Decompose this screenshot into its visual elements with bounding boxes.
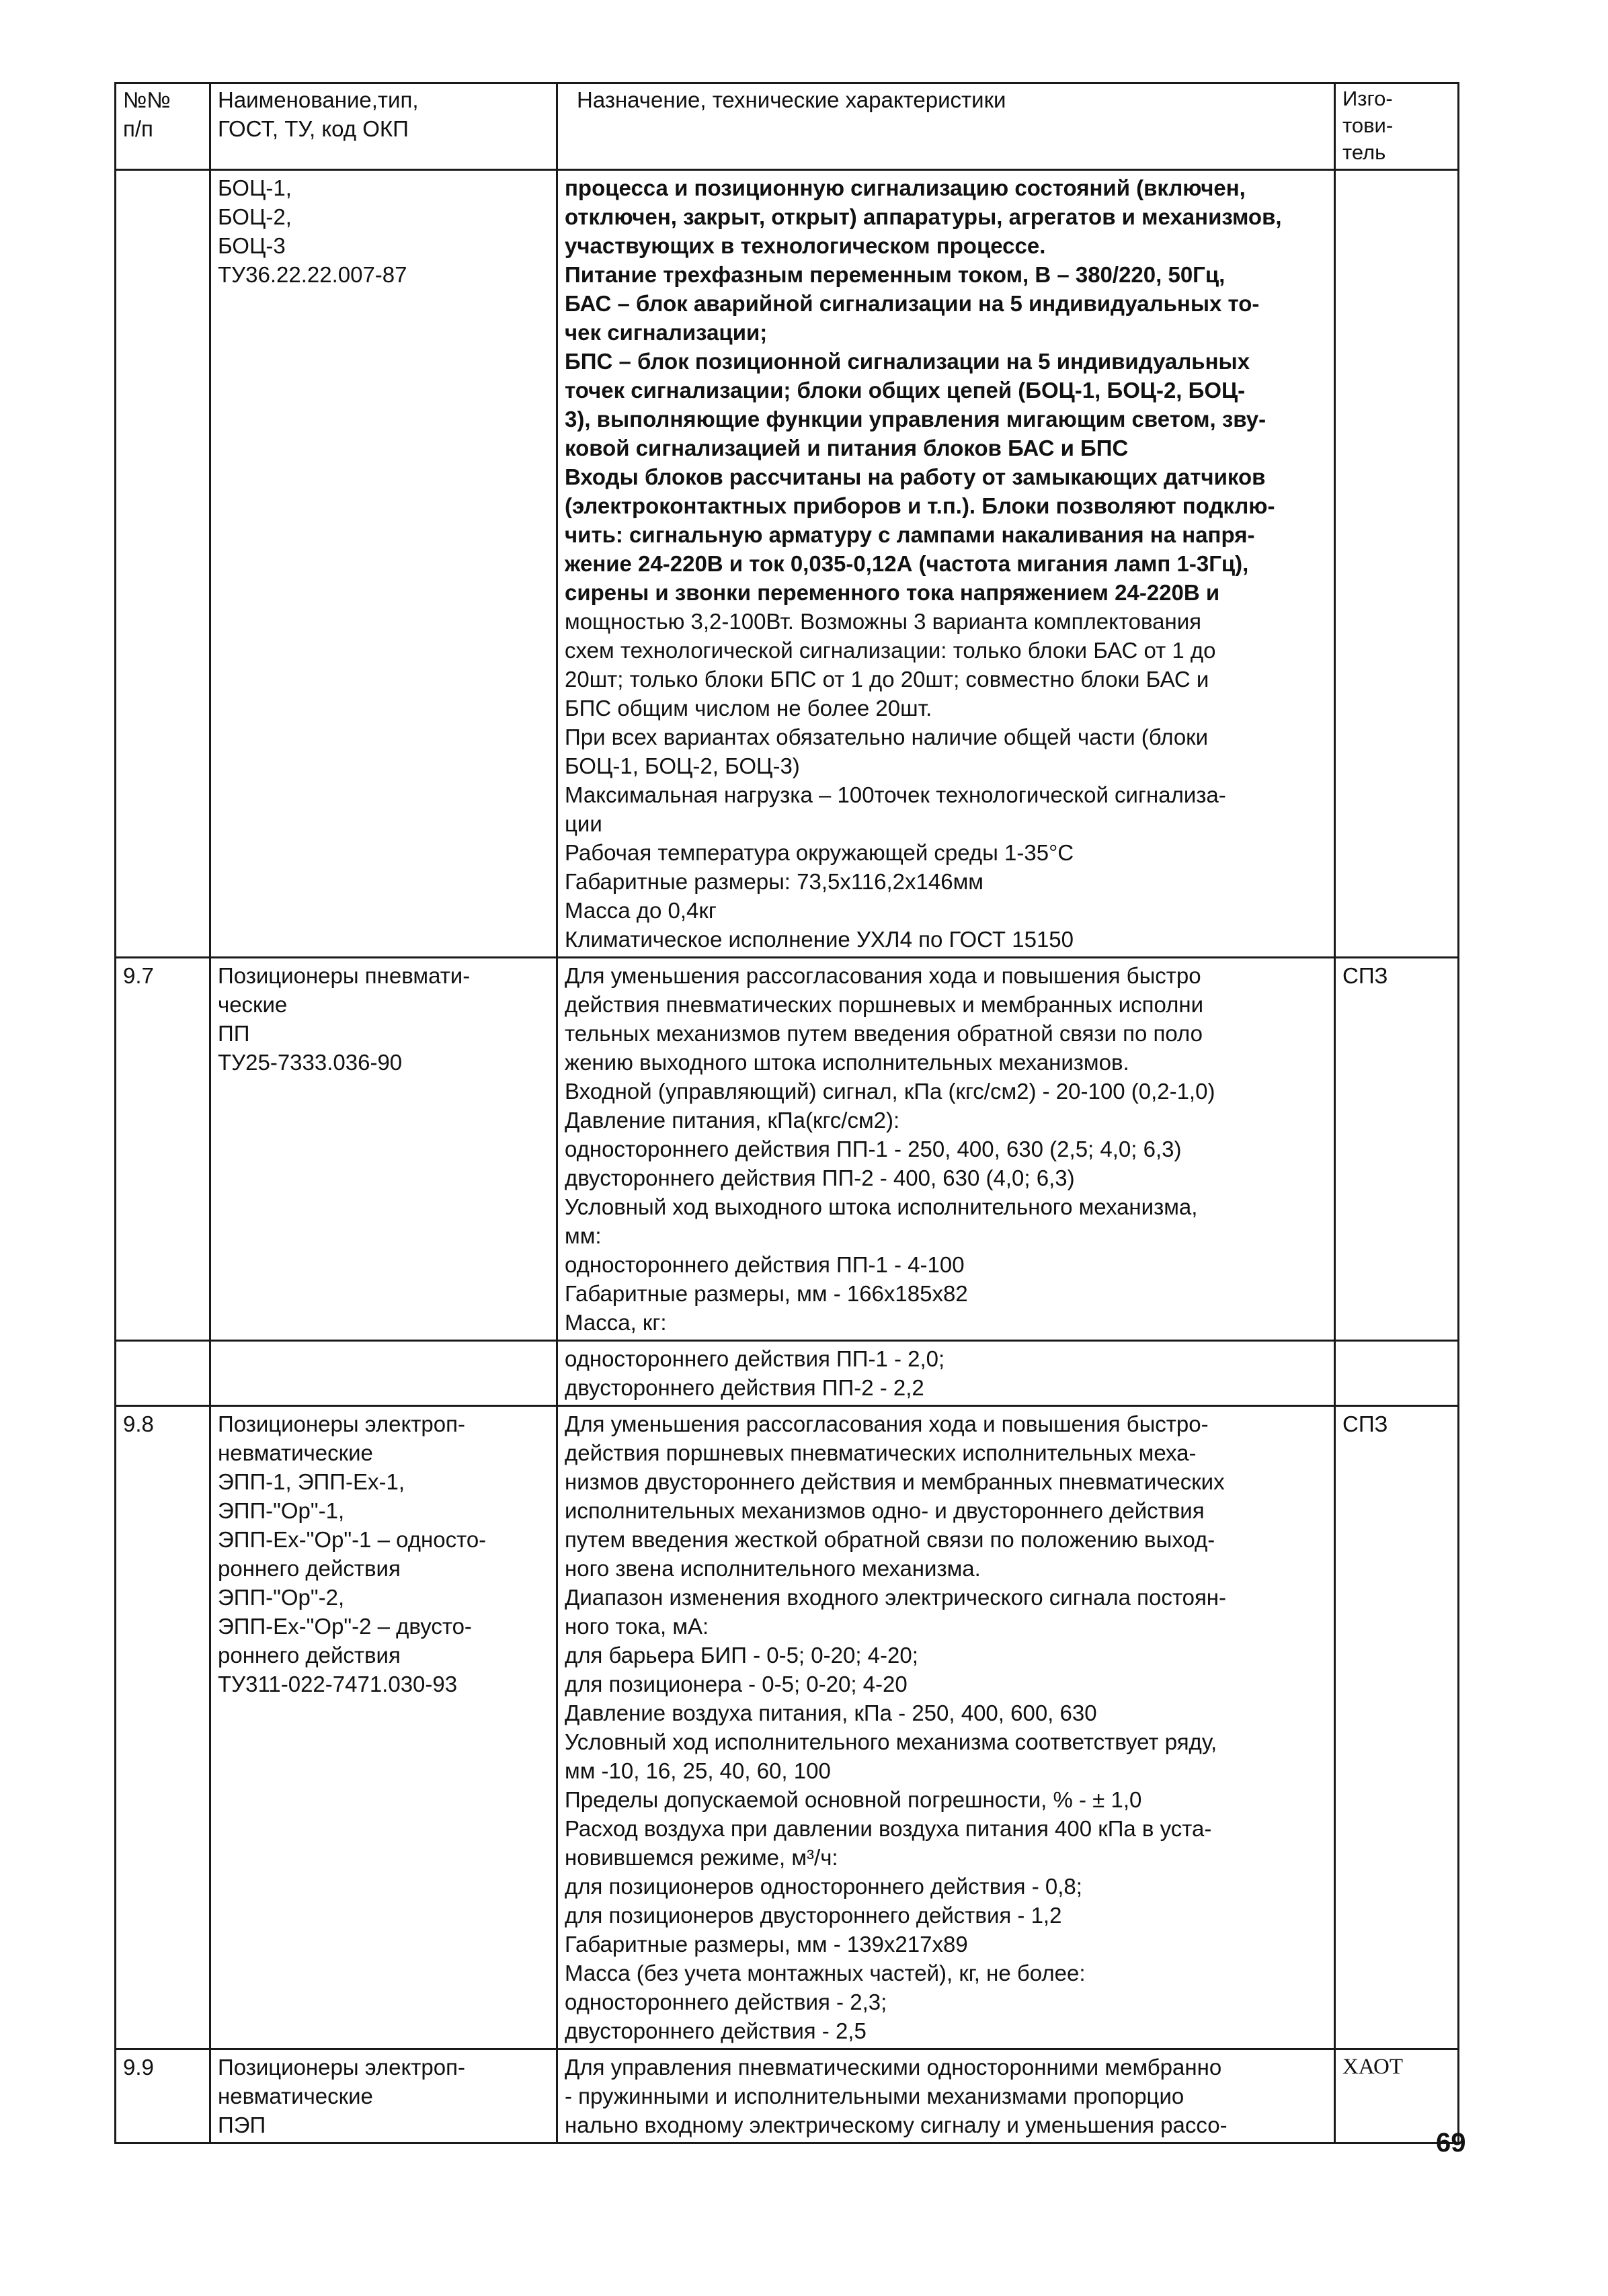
description-line: нально входному электрическому сигналу и уменьшения рассо- (565, 2113, 1228, 2137)
header-name: Наименование,тип, ГОСТ, ТУ, код ОКП (210, 83, 557, 170)
row-number (116, 170, 210, 958)
row-name: Позиционеры электроп- невматические ПЭП (210, 2049, 557, 2143)
description-line: исполнительных механизмов одно- и двустороннего действия (565, 1498, 1205, 1523)
description-line: новившемся режиме, м³/ч: (565, 1845, 838, 1870)
header-purpose: Назначение, технические характеристики (557, 83, 1335, 170)
row-manufacturer: СПЗ (1335, 1406, 1459, 2049)
description-line: - пружинными и исполнительными механизмами пропорцио (565, 2084, 1184, 2108)
description-line: Масса (без учета монтажных частей), кг, не более: (565, 1961, 1086, 1985)
row-description (557, 958, 1335, 1341)
description-line: Входной (управляющий) сигнал, кПа (кгс/см2) - 20-100 (0,2-1,0) (565, 1079, 1215, 1104)
row-description (557, 1341, 1335, 1406)
description-line: Диапазон изменения входного электрического сигнала постоян- (565, 1585, 1227, 1610)
description-line: одностороннего действия ПП-1 - 2,0; (565, 1346, 945, 1371)
row-manufacturer (1335, 1341, 1459, 1406)
row-description (557, 2049, 1335, 2143)
table-row (116, 958, 1459, 1341)
description-line: мм: (565, 1223, 602, 1248)
description-line: Давление воздуха питания, кПа - 250, 400, 600, 630 (565, 1700, 1097, 1725)
description-line: точек сигнализации; блоки общих цепей (БОЦ-1, БОЦ-2, БОЦ- (565, 378, 1246, 403)
description-line: тельных механизмов путем введения обратной связи по поло (565, 1021, 1203, 1046)
description-line: 3), выполняющие функции управления мигающим светом, зву- (565, 407, 1267, 432)
description-line: для позиционеров двустороннего действия - 1,2 (565, 1903, 1062, 1928)
description-line: 20шт; только блоки БПС от 1 до 20шт; совместно блоки БАС и (565, 667, 1209, 692)
description-line: (электроконтактных приборов и т.п.). Блоки позволяют подклю- (565, 493, 1275, 518)
row-number: 9.7 (116, 958, 210, 1341)
description-line: двустороннего действия ПП-2 - 2,2 (565, 1375, 924, 1400)
row-manufacturer: СПЗ (1335, 958, 1459, 1341)
row-description (557, 1406, 1335, 2049)
header-maker: Изго- тови- тель (1335, 83, 1459, 170)
description-line: одностороннего действия - 2,3; (565, 1990, 887, 2014)
description-line: одностороннего действия ПП-1 - 250, 400, 630 (2,5; 4,0; 6,3) (565, 1137, 1182, 1161)
table-row (116, 1341, 1459, 1406)
description-line: для барьера БИП - 0-5; 0-20; 4-20; (565, 1643, 918, 1668)
description-line: Для уменьшения рассогласования хода и повышения быстро- (565, 1411, 1209, 1436)
description-line: Пределы допускаемой основной погрешности, % - ± 1,0 (565, 1787, 1142, 1812)
row-manufacturer (1335, 170, 1459, 958)
row-name: БОЦ-1, БОЦ-2, БОЦ-3 ТУ36.22.22.007-87 (210, 170, 557, 958)
description-line: низмов двустороннего действия и мембранных пневматических (565, 1469, 1225, 1494)
description-line: мощностью 3,2-100Вт. Возможны 3 варианта комплектования (565, 609, 1202, 634)
description-line: БОЦ-1, БОЦ-2, БОЦ-3) (565, 753, 800, 778)
description-line: для позиционера - 0-5; 0-20; 4-20 (565, 1672, 908, 1696)
description-line: ции (565, 811, 602, 836)
description-line: жение 24-220В и ток 0,035-0,12А (частота мигания ламп 1-3Гц), (565, 551, 1249, 576)
description-line: Расход воздуха при давлении воздуха питания 400 кПа в уста- (565, 1816, 1212, 1841)
description-line: БАС – блок аварийной сигнализации на 5 индивидуальных то- (565, 291, 1260, 316)
description-line: Входы блоков рассчитаны на работу от замыкающих датчиков (565, 464, 1266, 489)
description-line: Давление питания, кПа(кгс/см2): (565, 1108, 900, 1133)
description-line: мм -10, 16, 25, 40, 60, 100 (565, 1758, 831, 1783)
description-line: Масса до 0,4кг (565, 898, 717, 923)
description-line: Габаритные размеры: 73,5х116,2х146мм (565, 869, 983, 894)
header-number: №№ п/п (116, 83, 210, 170)
table-row (116, 2049, 1459, 2143)
description-line: Рабочая температура окружающей среды 1-35°С (565, 840, 1074, 865)
description-line: Максимальная нагрузка – 100точек технологической сигнализа- (565, 782, 1226, 807)
table-row (116, 170, 1459, 958)
row-name: Позиционеры пневмати- ческие ПП ТУ25-7333.036-90 (210, 958, 557, 1341)
description-line: Климатическое исполнение УХЛ4 по ГОСТ 15150 (565, 927, 1074, 952)
description-line: Питание трехфазным переменным током, В – 380/220, 50Гц, (565, 262, 1225, 287)
description-line: действия пневматических поршневых и мембранных исполни (565, 992, 1204, 1017)
description-line: чить: сигнальную арматуру с лампами накаливания на напря- (565, 522, 1255, 547)
description-line: Условный ход выходного штока исполнительного механизма, (565, 1194, 1198, 1219)
description-line: одностороннего действия ПП-1 - 4-100 (565, 1252, 965, 1277)
description-line: участвующих в технологическом процессе. (565, 233, 1046, 258)
description-line: ного звена исполнительного механизма. (565, 1556, 981, 1581)
description-line: БПС – блок позиционной сигнализации на 5 индивидуальных (565, 349, 1250, 374)
row-manufacturer: ХАОТ (1335, 2049, 1459, 2143)
specification-table (114, 82, 1459, 2144)
description-line: сирены и звонки переменного тока напряжением 24-220В и (565, 580, 1220, 605)
description-line: путем введения жесткой обратной связи по положению выход- (565, 1527, 1215, 1552)
description-line: процесса и позиционную сигнализацию состояний (включен, (565, 175, 1246, 200)
description-line: Для управления пневматическими односторонними мембранно (565, 2055, 1222, 2080)
description-line: действия поршневых пневматических исполнительных меха- (565, 1440, 1197, 1465)
row-number: 9.9 (116, 2049, 210, 2143)
description-line: двустороннего действия - 2,5 (565, 2018, 867, 2043)
description-line: схем технологической сигнализации: только блоки БАС от 1 до (565, 638, 1216, 663)
description-line: Для уменьшения рассогласования хода и повышения быстро (565, 963, 1201, 988)
description-line: БПС общим числом не более 20шт. (565, 696, 932, 721)
row-name (210, 1341, 557, 1406)
description-line: двустороннего действия ПП-2 - 400, 630 (4,0; 6,3) (565, 1165, 1075, 1190)
row-description (557, 170, 1335, 958)
description-line: При всех вариантах обязательно наличие общей части (блоки (565, 725, 1209, 749)
description-line: ковой сигнализацией и питания блоков БАС и БПС (565, 436, 1129, 460)
description-line: Габаритные размеры, мм - 139х217х89 (565, 1932, 968, 1957)
description-line: отключен, закрыт, открыт) аппаратуры, агрегатов и механизмов, (565, 204, 1282, 229)
row-name: Позиционеры электроп- невматические ЭПП-1, ЭПП-Ех-1, ЭПП-"Ор"-1, ЭПП-Ех-"Ор"-1 – односто- роннего действия ЭПП-"Ор"-2, ЭПП-Ех-"Ор"-2 – двусто- роннего действия ТУ311-022-7471.030-93 (210, 1406, 557, 2049)
page-number: 69 (1436, 2128, 1466, 2158)
description-line: жению выходного штока исполнительных механизмов. (565, 1050, 1129, 1075)
description-line: для позиционеров одностороннего действия - 0,8; (565, 1874, 1082, 1899)
description-line: Условный ход исполнительного механизма соответствует ряду, (565, 1729, 1217, 1754)
description-line: Габаритные размеры, мм - 166х185х82 (565, 1281, 968, 1306)
row-number (116, 1341, 210, 1406)
table-row (116, 1406, 1459, 2049)
description-line: ного тока, мА: (565, 1614, 709, 1639)
table-header-row (116, 83, 1459, 170)
description-line: Масса, кг: (565, 1310, 667, 1335)
description-line: чек сигнализации; (565, 320, 768, 345)
row-number: 9.8 (116, 1406, 210, 2049)
